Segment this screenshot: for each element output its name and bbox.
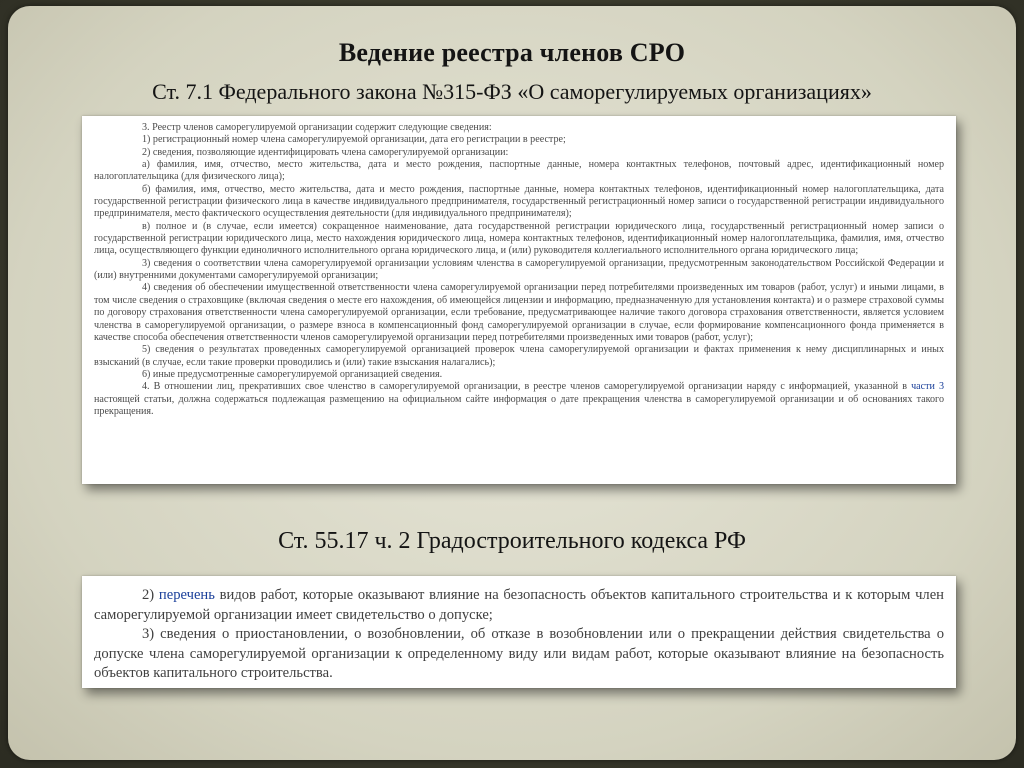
list-link[interactable]: перечень	[158, 587, 215, 603]
clause-item-2v: в) полное и (в случае, если имеется) сокращенное наименование, дата государственной регистрации юридического лица, государственный регистрационный номер записи о государственной регистрации юридического лица, место нахождения юридического лица, номера контактных телефонов, идентификационный номер налогоплательщика, фамилия, имя, отчество лица, осуществляющего функции единоличного исполнительного органа юридического лица, и (или) руководителя коллегиального исполнительного органа юридического лица;	[94, 220, 944, 257]
slide-subtitle: Ст. 7.1 Федерального закона №315-ФЗ «О саморегулируемых организациях»	[152, 79, 872, 104]
clause-3-heading: 3. Реестр членов саморегулируемой организации содержит следующие сведения:	[142, 122, 492, 133]
clause-4-text-end: настоящей статьи, должна содержаться подлежащая размещению на официальном сайте информация о дате прекращения членства в саморегулируемой организации и об основаниях такого прекращения.	[94, 393, 944, 417]
clause-item-3: 3) сведения о соответствии члена саморегулируемой организации условиям членства в саморегулируемой организации, предусмотренным законодательством Российской Федерации и (или) внутренними документами саморегулируемой организации;	[94, 257, 944, 282]
law-excerpt-card	[82, 116, 956, 484]
clause-item-2b: б) фамилия, имя, отчество, место жительства, дата и место рождения, паспортные данные, номера контактных телефонов, идентификационный номер налогоплательщика, дата государственной регистрации физического лица в качестве индивидуального предпринимателя, государственный регистрационный номер записи о государственной регистрации индивидуального предпринимателя, место фактического осуществления деятельности (для индивидуального предпринимателя);	[94, 183, 944, 220]
code-item-2-number: 2)	[142, 587, 155, 603]
code-item-2-text: видов работ, которые оказывают влияние на безопасность объектов капитального строительства и к которым член саморегулируемой организации имеет свидетельство о допуске;	[94, 587, 944, 623]
clause-item-6: 6) иные предусмотренные саморегулируемой организацией сведения.	[142, 368, 443, 380]
clause-item-2: 2) сведения, позволяющие идентифицировать члена саморегулируемой организации:	[142, 146, 509, 158]
clause-4-text-start: 4. В отношении лиц, прекративших свое членство в саморегулируемой организации, в реестре членов саморегулируемой организации наряду с информацией, указанной в	[142, 381, 908, 393]
code-excerpt-card	[82, 576, 956, 688]
code-item-3: 3) сведения о приостановлении, о возобновлении, об отказе в возобновлении или о прекращении действия свидетельства о допуске члена саморегулируемой организации к определенному виду или видам работ, которые оказывают влияние на безопасность объектов капитального строительства.	[94, 626, 944, 681]
clause-item-4: 4) сведения об обеспечении имущественной ответственности члена саморегулируемой организации перед потребителями произведенных им товаров (работ, услуг) и иными лицами, в том числе сведения о страховщике (включая сведения о месте его нахождения, об имеющейся лицензии и информацию, предназначенную для установления контакта) и о размере страховой суммы по договору страхования ответственности члена саморегулируемой организации, если требование, предусматривающее наличие такого договора страхования ответственности, является условием членства в саморегулируемой организации, о размере взноса в компенсационный фонд саморегулируемой организации в случае, если формирование компенсационного фонда применяется в качестве способа обеспечения ответственности членов саморегулируемой организации перед потребителями произведенных ими товаров (работ, услуг);	[94, 282, 944, 343]
clause-item-5: 5) сведения о результатах проведенных саморегулируемой организацией проверок члена саморегулируемой организации и фактах применения к нему дисциплинарных и иных взысканий (в случае, если такие проверки проводились и (или) такие взыскания налагались);	[94, 344, 944, 368]
section-2-title: Ст. 55.17 ч. 2 Градостроительного кодекса РФ	[278, 528, 746, 554]
clause-item-1: 1) регистрационный номер члена саморегулируемой организации, дата его регистрации в реестре;	[142, 134, 566, 146]
code-item-2	[94, 586, 944, 625]
part-3-link[interactable]: части 3	[911, 381, 944, 393]
clause-item-2a: а) фамилия, имя, отчество, место жительства, дата и место рождения, паспортные данные, номера контактных телефонов, почтовый адрес, идентификационный номер налогоплательщика (для физического лица);	[94, 159, 944, 183]
clause-4	[94, 381, 944, 418]
slide-title: Ведение реестра членов СРО	[338, 38, 686, 67]
